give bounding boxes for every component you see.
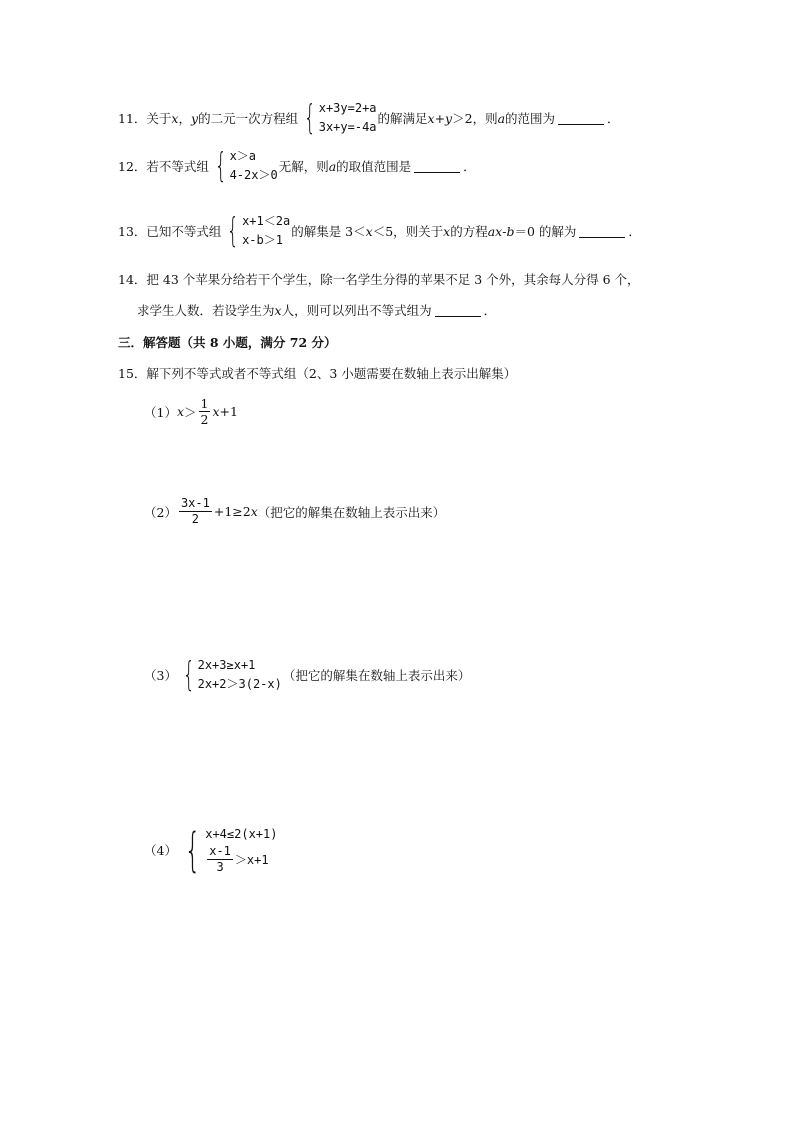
brace-icon: { — [182, 655, 195, 695]
answer-blank[interactable] — [558, 112, 604, 125]
question-14-line-1: 14．把 43 个苹果分给若干个学生，除一名学生分得的苹果不足 3 个外，其余每人分得 6 个， — [118, 272, 640, 287]
inequality-system: { x+4≤2(x+1) $\frac{x-1}{3}$ ＞x+1 — [184, 822, 278, 877]
equation-system: { x+3y=2+a 3x+y=-4a — [303, 98, 377, 138]
question-number: 12． — [118, 159, 147, 174]
answer-blank[interactable] — [579, 225, 625, 238]
answer-blank[interactable] — [414, 160, 460, 173]
question-14-line-2: 求学生人数．若设学生为 x 人，则可以列出不等式组为 ． — [137, 302, 497, 318]
inequality-system: { 2x+3≥x+1 2x+2＞3(2-x) — [182, 655, 282, 695]
question-11: 11． 关于 x ， y 的二元一次方程组 { x+3y=2+a 3x+y=-4a 的解满足 x+y ＞2，则 a 的范围为 ． — [118, 98, 620, 138]
question-15-part-3: （3） { 2x+3≥x+1 2x+2＞3(2-x) （把它的解集在数轴上表示出来） — [144, 655, 471, 695]
brace-icon: { — [227, 211, 240, 251]
brace-icon: { — [214, 146, 227, 186]
brace-icon: { — [184, 822, 201, 877]
question-12: 12． 若不等式组 { x＞a 4-2x＞0 无解，则 a 的取值范围是 ． — [118, 146, 476, 186]
question-15-part-4: （4） { x+4≤2(x+1) $\frac{x-1}{3}$ ＞x+1 — [144, 822, 278, 877]
question-15-part-1: （1） x ＞ $\frac{1}{2}$ x +1 — [144, 396, 238, 427]
question-13: 13． 已知不等式组 { x+1＜2a x-b＞1 的解集是 3＜ x ＜5，则关于 x 的方程 ax - b ＝0 的解为 ． — [118, 211, 641, 251]
fraction: $\frac{1}{2}$ — [200, 396, 209, 427]
fraction: $\frac{x-1}{3}$ — [209, 844, 231, 874]
answer-blank[interactable] — [435, 304, 481, 317]
question-15-part-2: （2） $\frac{3x-1}{2}$ +1≥2 x （把它的解集在数轴上表示出来） — [144, 496, 446, 526]
brace-icon: { — [303, 98, 316, 138]
inequality-system: { x＞a 4-2x＞0 — [214, 146, 278, 186]
fraction: $\frac{3x-1}{2}$ — [180, 496, 210, 526]
inequality-system: { x+1＜2a x-b＞1 — [227, 211, 291, 251]
question-number: 13． — [118, 224, 147, 239]
question-15-title: 15．解下列不等式或者不等式组（2、3 小题需要在数轴上表示出解集） — [118, 366, 517, 381]
section-heading: 三．解答题（共 8 小题，满分 72 分） — [118, 335, 337, 350]
question-number: 11． — [118, 111, 147, 126]
